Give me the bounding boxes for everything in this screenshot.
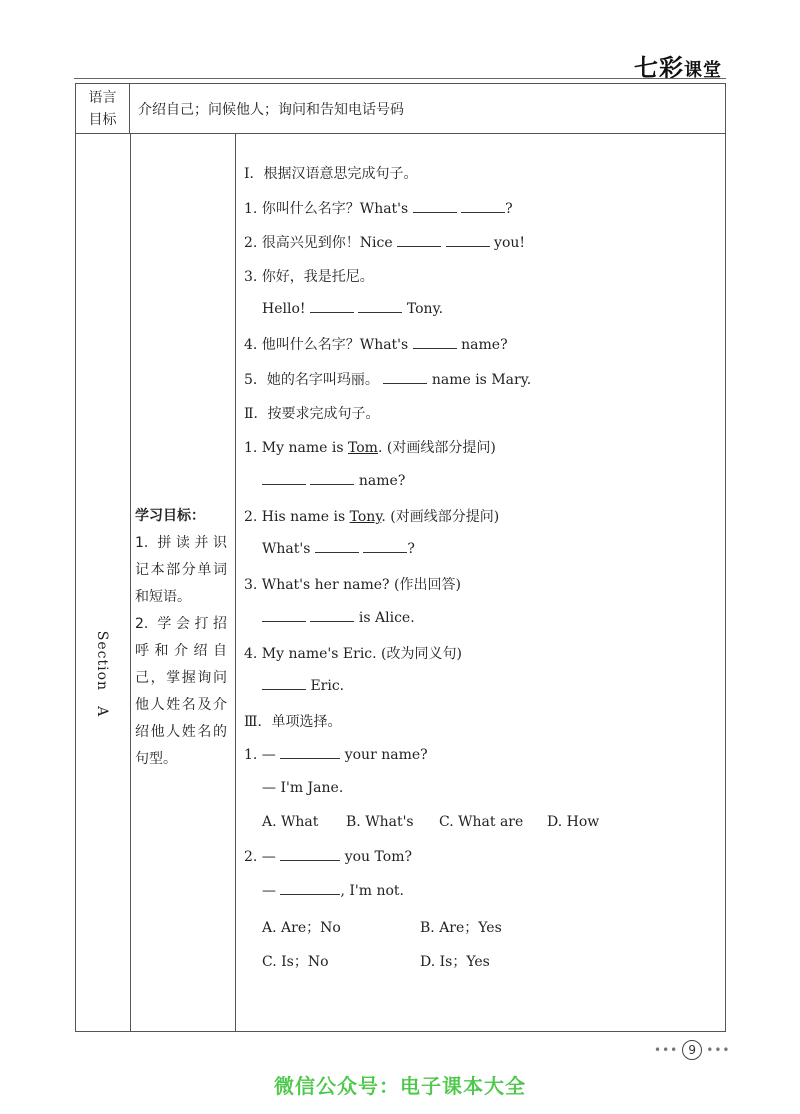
- part3-q1b: — I'm Jane.: [262, 780, 344, 796]
- lesson-table: [75, 83, 726, 1032]
- underlined-word: Tom: [348, 440, 378, 456]
- option-a[interactable]: A. What: [262, 814, 319, 830]
- section-column: [76, 134, 131, 1031]
- goal-line: 2. 学会打招: [135, 616, 227, 632]
- answer-blank[interactable]: [446, 234, 490, 247]
- logo-main: 七彩: [634, 54, 684, 82]
- q-end: is Alice.: [358, 610, 415, 626]
- answer-blank[interactable]: [310, 609, 354, 622]
- answer-blank[interactable]: [262, 677, 306, 690]
- language-goal-text: 介绍自己；问候他人；询问和告知电话号码: [138, 102, 404, 118]
- q-end: Tony.: [406, 301, 444, 317]
- q-note: . (对画线部分提问): [381, 509, 500, 525]
- q-end: your name?: [344, 747, 428, 763]
- goal-line: 1. 拼读并识: [135, 535, 227, 551]
- q-end: Eric.: [310, 678, 345, 694]
- option-b[interactable]: B. Are；Yes: [420, 920, 502, 936]
- part2-q2: [244, 506, 499, 526]
- part3-heading: Ⅲ．单项选择。: [244, 714, 342, 730]
- answer-blank[interactable]: [280, 848, 340, 861]
- part2-q4b: [262, 677, 344, 694]
- option-c[interactable]: C. What are: [439, 814, 524, 830]
- part3-q2-options-row1: [262, 917, 502, 937]
- goal-line: 呼和介绍自: [135, 643, 227, 659]
- option-d[interactable]: D. How: [547, 814, 600, 830]
- label-line-1: 语言: [88, 90, 117, 106]
- part1-q4: [244, 334, 508, 354]
- goal-line: 他人姓名及介: [135, 697, 227, 713]
- answer-blank[interactable]: [262, 609, 306, 622]
- goal-line: 句型。: [135, 751, 177, 767]
- q-text: 1. My name is: [244, 440, 348, 456]
- q-end: name?: [358, 473, 406, 489]
- goal-line: 记本部分单词: [135, 562, 227, 578]
- answer-blank[interactable]: [280, 746, 340, 759]
- answer-blank[interactable]: [310, 300, 354, 313]
- language-goal-row: [76, 84, 725, 134]
- q-text: 2. —: [244, 849, 276, 865]
- q-end: you Tom?: [344, 849, 412, 865]
- header-rule: [74, 78, 726, 79]
- logo-sub: 课堂: [684, 60, 722, 81]
- answer-blank[interactable]: [310, 472, 354, 485]
- goal-line: 绍他人姓名的: [135, 724, 227, 740]
- q-text: 5．她的名字叫玛丽。: [244, 372, 379, 388]
- goal-line: 己，掌握询问: [135, 670, 227, 686]
- part1-q5: [244, 369, 531, 389]
- page-number-value: 9: [682, 1040, 702, 1060]
- part2-q1: [244, 437, 496, 457]
- part1-heading: Ⅰ．根据汉语意思完成句子。: [244, 166, 418, 182]
- q-text: 4. 他叫什么名字？What's: [244, 337, 409, 353]
- section-label: Section A: [94, 630, 110, 718]
- answer-blank[interactable]: [363, 540, 407, 553]
- part2-heading: Ⅱ．按要求完成句子。: [244, 406, 380, 422]
- page-number: [654, 1040, 730, 1060]
- q-end: ?: [505, 201, 513, 217]
- watermark: 微信公众号：电子课本大全: [274, 1074, 526, 1098]
- part1-q2: [244, 232, 525, 252]
- part2-q2b: [262, 540, 415, 557]
- q-text: 2. 很高兴见到你！Nice: [244, 235, 393, 251]
- answer-blank[interactable]: [413, 200, 457, 213]
- option-d[interactable]: D. Is；Yes: [420, 954, 490, 970]
- part3-q2: [244, 848, 412, 865]
- q-text: Hello!: [262, 301, 306, 317]
- q-end: name?: [461, 337, 508, 353]
- part3-q1-options: [262, 814, 599, 830]
- part3-q1: [244, 746, 428, 763]
- q-end: you!: [494, 235, 526, 251]
- q-end: name is Mary.: [431, 372, 532, 388]
- part2-q3: 3. What's her name? (作出回答): [244, 577, 461, 593]
- answer-blank[interactable]: [315, 540, 359, 553]
- q-text: 1. —: [244, 747, 276, 763]
- q-note: . (对画线部分提问): [377, 440, 496, 456]
- part1-q3b: [262, 300, 443, 317]
- answer-blank[interactable]: [383, 371, 427, 384]
- answer-blank[interactable]: [358, 300, 402, 313]
- underlined-word: Tony: [349, 509, 382, 525]
- answer-blank[interactable]: [280, 882, 340, 895]
- answer-blank[interactable]: [413, 336, 457, 349]
- answer-blank[interactable]: [461, 200, 505, 213]
- dots-left: •••: [654, 1043, 679, 1057]
- study-goal-title: 学习目标：: [135, 508, 205, 524]
- part3-q2-options-row2: [262, 951, 490, 971]
- option-c[interactable]: C. Is；No: [262, 954, 329, 970]
- study-goal-text: [135, 503, 227, 773]
- language-goal-label: [76, 84, 130, 133]
- q-text: 2. His name is: [244, 509, 350, 525]
- answer-blank[interactable]: [262, 472, 306, 485]
- part1-q1: [244, 198, 513, 218]
- q-text: 1. 你叫什么名字？What's: [244, 201, 409, 217]
- goal-line: 和短语。: [135, 589, 191, 605]
- label-line-2: 目标: [88, 112, 117, 128]
- dots-right: •••: [706, 1043, 731, 1057]
- answer-blank[interactable]: [397, 234, 441, 247]
- q-end: ?: [407, 541, 415, 557]
- part1-q3: 3. 你好，我是托尼。: [244, 269, 374, 285]
- q-end: , I'm not.: [340, 883, 404, 899]
- part2-q3b: [262, 609, 415, 626]
- study-goal-column: [131, 134, 236, 1031]
- part2-q1b: [262, 472, 405, 489]
- option-a[interactable]: A. Are；No: [262, 920, 341, 936]
- q-text: —: [262, 883, 276, 899]
- part2-q4: 4. My name's Eric. (改为同义句): [244, 646, 462, 662]
- option-b[interactable]: B. What's: [346, 814, 414, 830]
- q-text: What's: [262, 541, 311, 557]
- part3-q2b: [262, 882, 404, 899]
